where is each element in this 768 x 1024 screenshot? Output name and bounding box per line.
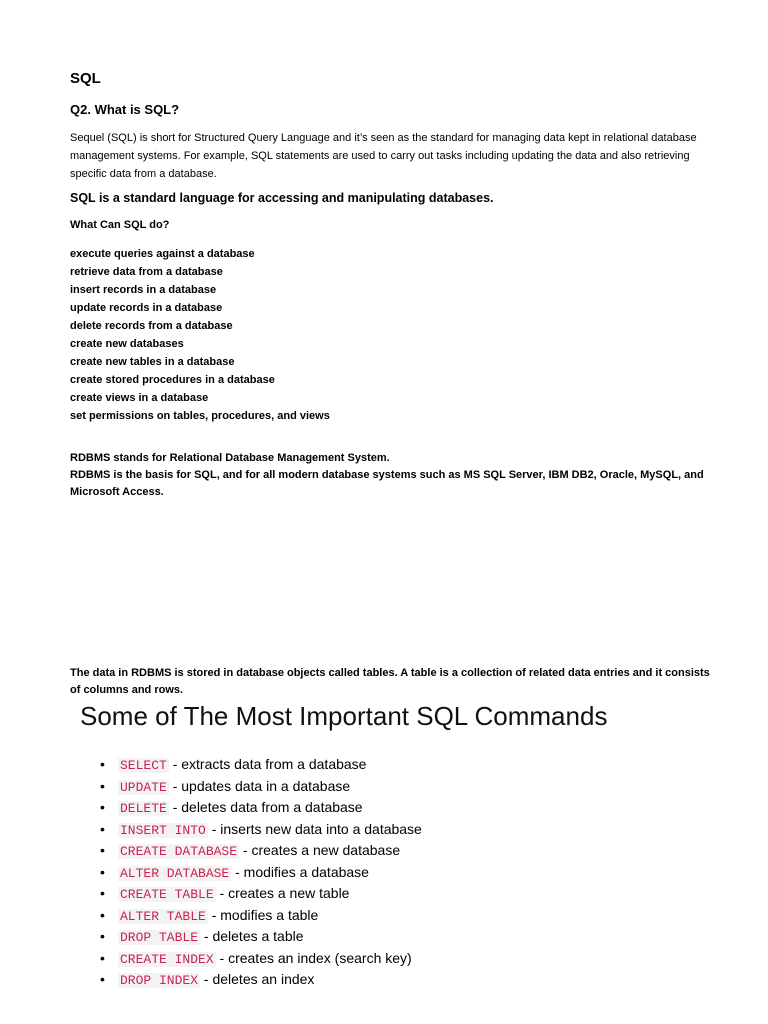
command-description: - updates data in a database bbox=[168, 777, 351, 794]
command-item bbox=[100, 819, 422, 841]
list-item: create new databases bbox=[70, 338, 184, 350]
list-item: delete records from a database bbox=[70, 320, 233, 332]
list-item: create views in a database bbox=[70, 392, 209, 404]
page-title: SQL bbox=[70, 70, 101, 87]
bullet-icon: • bbox=[100, 863, 105, 880]
command-description: - creates a new database bbox=[239, 842, 401, 858]
command-description: - deletes an index bbox=[200, 971, 315, 987]
bullet-icon: • bbox=[100, 756, 105, 772]
capabilities-list bbox=[70, 245, 330, 425]
command-code: ALTER DATABASE bbox=[120, 865, 230, 881]
bullet-icon: • bbox=[100, 820, 105, 837]
command-code: CREATE TABLE bbox=[120, 887, 214, 902]
rdbms-block bbox=[70, 450, 710, 501]
command-description: - modifies a database bbox=[231, 863, 369, 880]
command-code: DROP INDEX bbox=[120, 973, 199, 988]
command-code: DROP TABLE bbox=[120, 930, 199, 945]
command-code: DELETE bbox=[120, 801, 167, 816]
capabilities-heading: What Can SQL do? bbox=[70, 219, 170, 231]
command-item bbox=[100, 754, 422, 776]
list-item: execute queries against a database bbox=[70, 248, 255, 260]
commands-list bbox=[100, 754, 422, 991]
command-code: CREATE DATABASE bbox=[120, 844, 238, 859]
command-item bbox=[100, 840, 422, 862]
command-description: - creates an index (search key) bbox=[215, 949, 412, 966]
list-item: retrieve data from a database bbox=[70, 266, 223, 278]
command-code: ALTER TABLE bbox=[120, 908, 206, 924]
command-code: SELECT bbox=[120, 758, 167, 773]
command-description: - extracts data from a database bbox=[168, 756, 367, 772]
list-item: insert records in a database bbox=[70, 284, 217, 296]
bullet-icon: • bbox=[100, 885, 105, 901]
command-code: UPDATE bbox=[120, 779, 167, 795]
command-description: - deletes data from a database bbox=[168, 799, 363, 815]
command-code: INSERT INTO bbox=[120, 822, 206, 838]
list-item: create new tables in a database bbox=[70, 356, 235, 368]
bullet-icon: • bbox=[100, 906, 105, 923]
command-item bbox=[100, 862, 422, 884]
question-heading: Q2. What is SQL? bbox=[70, 102, 180, 117]
command-description: - creates a new table bbox=[215, 885, 350, 901]
rdbms-definition: RDBMS stands for Relational Database Management System. bbox=[70, 452, 390, 464]
rdbms-basis: RDBMS is the basis for SQL, and for all modern database systems such as MS SQL Server, IBM DB2, Oracle, MySQL, and Microsoft Access. bbox=[70, 469, 704, 498]
bullet-icon: • bbox=[100, 842, 105, 858]
bullet-icon: • bbox=[100, 928, 105, 944]
commands-heading: Some of The Most Important SQL Commands bbox=[80, 701, 608, 731]
command-description: - deletes a table bbox=[200, 928, 304, 944]
command-item bbox=[100, 797, 422, 819]
command-item bbox=[100, 926, 422, 948]
command-description: - modifies a table bbox=[207, 906, 319, 923]
list-item: set permissions on tables, procedures, and views bbox=[70, 410, 330, 422]
command-item bbox=[100, 948, 422, 970]
list-item: create stored procedures in a database bbox=[70, 374, 275, 386]
command-description: - inserts new data into a database bbox=[207, 820, 422, 837]
bullet-icon: • bbox=[100, 971, 105, 987]
bullet-icon: • bbox=[100, 949, 105, 966]
intro-paragraph: Sequel (SQL) is short for Structured Query Language and it’s seen as the standard for managing data kept in relational database management systems. For example, SQL statements are used to carry out tasks including updating the data and also retrieving specific data from a database. bbox=[70, 132, 697, 180]
bullet-icon: • bbox=[100, 777, 105, 794]
list-item: update records in a database bbox=[70, 302, 223, 314]
tables-paragraph: The data in RDBMS is stored in database objects called tables. A table is a collection of related data entries and it consists of columns and rows. bbox=[70, 667, 710, 696]
standard-statement: SQL is a standard language for accessing and manipulating databases. bbox=[70, 191, 494, 205]
bullet-icon: • bbox=[100, 799, 105, 815]
command-item bbox=[100, 905, 422, 927]
command-code: CREATE INDEX bbox=[120, 951, 214, 967]
command-item bbox=[100, 776, 422, 798]
command-item bbox=[100, 969, 422, 991]
command-item bbox=[100, 883, 422, 905]
